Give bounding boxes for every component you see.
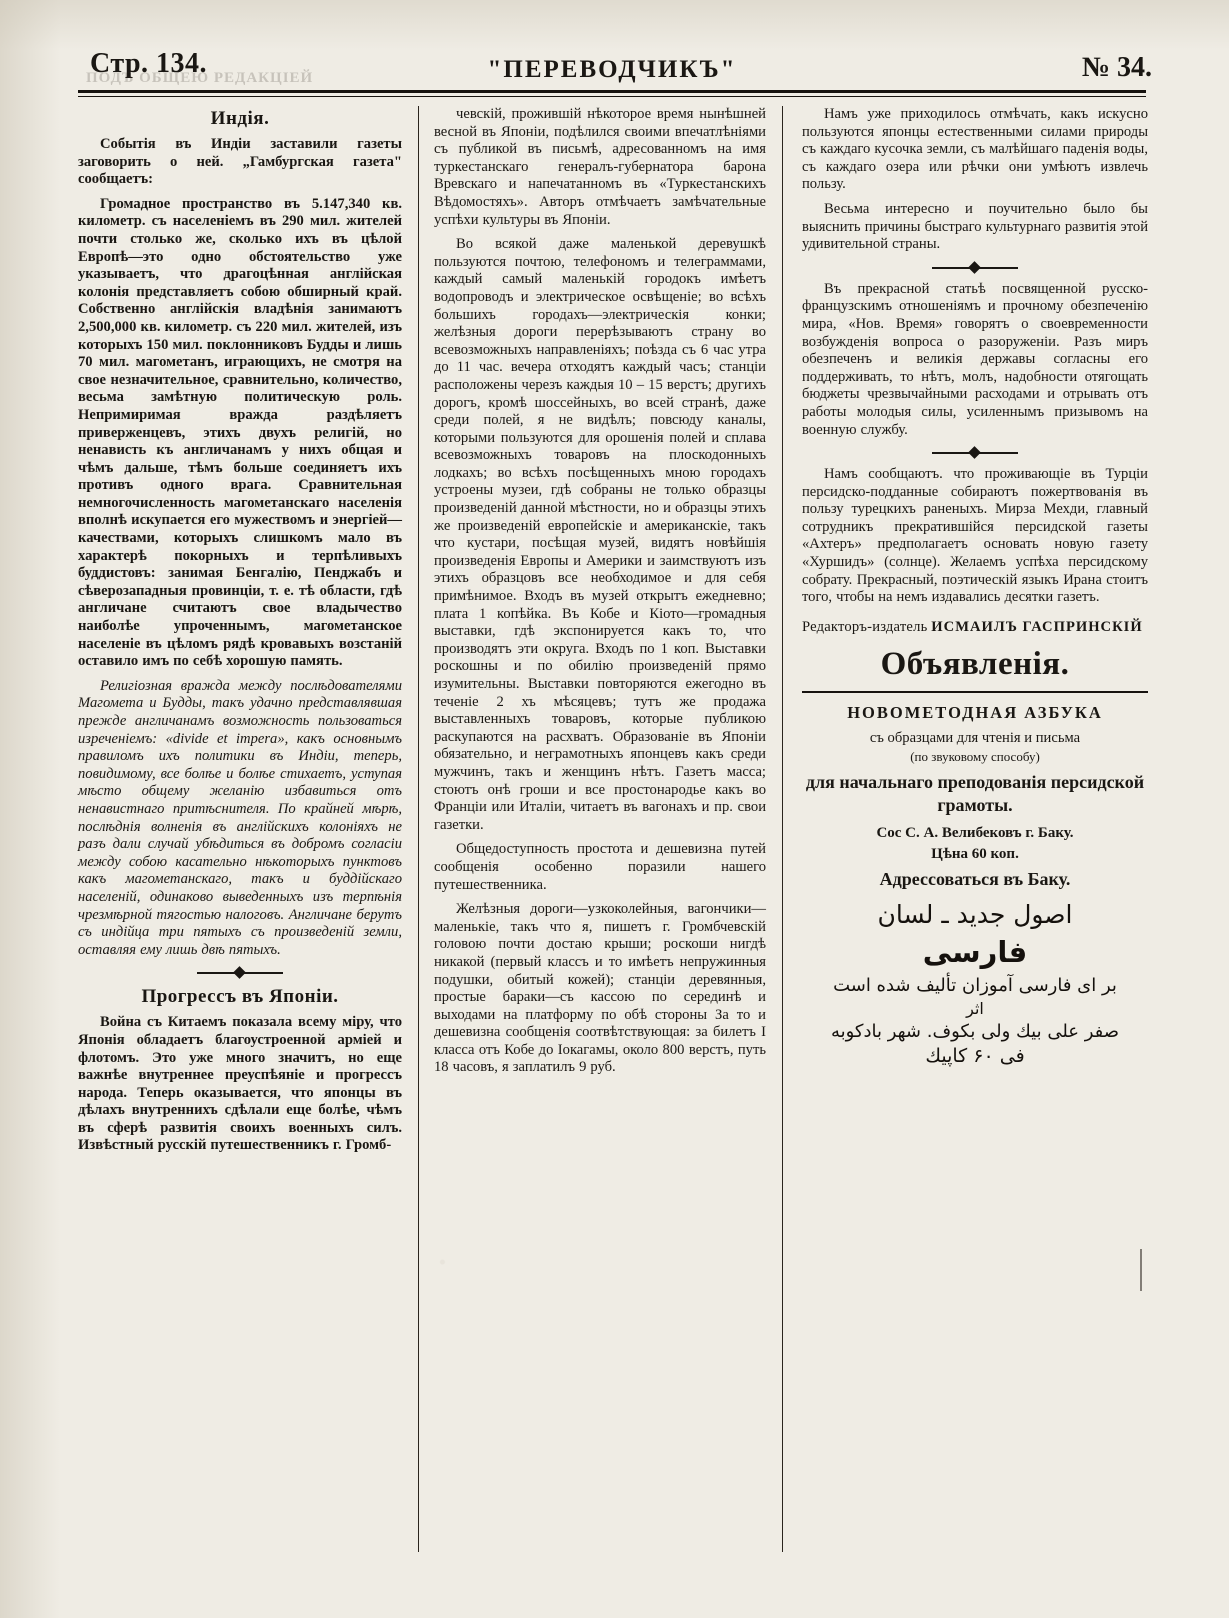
column-3 <box>782 106 1148 1582</box>
ad-purpose: для начальнаго преподованія персидской грамоты. <box>805 771 1145 815</box>
ad-arabic-title: اصول جدید ـ لسان <box>877 899 1073 929</box>
section-heading-japan: Прогрессъ въ Японіи. <box>141 986 339 1008</box>
ad-subtitle: съ образцами для чтенія и письма <box>869 729 1081 746</box>
editor-name: ИСМАИЛЪ ГАСПРИНСКІЙ <box>931 618 1143 635</box>
ad-author: Сос С. А. Велибековъ г. Баку. <box>876 824 1074 841</box>
ad-arabic-description: بر ای فارسی آموزان تألیف شده است <box>833 974 1117 996</box>
paragraph: Весьма интересно и поучительно было бы выяснить причины быстраго культурнаго развитія этой удивительной страны. <box>802 200 1148 253</box>
advertisements-heading: Объявленія. <box>880 645 1070 682</box>
column-2 <box>418 106 782 1582</box>
paragraph: Война съ Китаемъ показала всему міру, что Японія обладаетъ благоустроенной арміей и флотомъ. Это уже много значитъ, но еще важнѣе внутреннее преуспѣяніе и прогрессъ народа. Теперь оказывается, что японцы въ дѣлахъ внутреннихъ сдѣлали еще болѣе, чѣмъ въ сферѣ развитія своихъ военныхъ силъ. Извѣстный русскій путешественникъ г. Громб- <box>78 1014 402 1154</box>
ad-method-note: (по звуковому способу) <box>910 748 1040 764</box>
ad-arabic-language: فارسی <box>922 934 1028 969</box>
editor-credit <box>802 619 1148 636</box>
ad-price: Цѣна 60 коп. <box>931 845 1019 862</box>
ornament-divider <box>78 968 402 977</box>
ad-arabic-byword: اثر <box>966 998 984 1018</box>
paragraph: Религіозная вражда между послѣдователями Магомета и Будды, такъ удачно представлявшая прежде англичанамъ возможность пользоваться изреченіемъ: «divide et impera», какъ основнымъ правиломъ ихъ политики въ Индіи, теперь, повидимому, все болѣе и болѣе стихаетъ, уступая мѣсто общему желанію избавиться отъ ненавистнаго притѣснителя. По крайней мѣрѣ, послѣднія волненія въ англійскихъ колоніяхъ не разъ дали случай убѣдиться въ добромъ согласіи между собою касательно нѣкоторыхъ пунктовъ какъ магометанскаго, такъ и буддійскаго населеній, одинаково выведенныхъ изъ терпѣнія чрезмѣрной тягостью налоговъ. Англичане берутъ съ индійца три пятыхъ съ произведеній земли, оставляя ему лишь двѣ пятыхъ. <box>78 677 402 958</box>
columns-container <box>78 106 1150 1582</box>
ghost-offset-text: ПОДЪ ОБЩЕЮ РЕДАКЦIЕЙ <box>86 70 314 86</box>
page-sheet <box>64 34 1160 1582</box>
ornament-divider <box>802 448 1148 457</box>
paragraph: Намъ уже приходилось отмѣчать, какъ искусно пользуются японцы естественными силами природы съ каждаго кусочка земли, съ малѣйшаго паденія воды, съ каждаго озера или рѣчки они умѣютъ извлечь пользу. <box>802 106 1148 193</box>
paragraph: чевскій, прожившій нѣкоторое время нынѣшней весной въ Японіи, подѣлился своими впечатлѣніями съ публикой въ письмѣ, адресованномъ на имя туркестанскаго генералъ-губернатора барона Вревскаго и напечатанномъ въ «Туркестанскихъ Вѣдомостяхъ». Авторъ отмѣчаетъ замѣчательные успѣхи культуры въ Японіи. <box>434 106 766 228</box>
paragraph: Въ прекрасной статьѣ посвященной русско-французскимъ отношеніямъ и прочному обезпеченію мира, «Нов. Время» говорятъ о своевременности возбужденія вопроса о разоруженіи. Разъ миръ обезпеченъ и великія державы согласны его поддерживать, то нѣтъ, молъ, надобности отягощать бюджеты чрезвычайными расходами и отрывать отъ работы молодыя силы, усиленнымъ призывомъ на военную службу. <box>802 280 1148 438</box>
ad-title: НОВОМЕТОДНАЯ АЗБУКА <box>847 702 1103 722</box>
masthead <box>64 34 1160 96</box>
paragraph: Громадное пространство въ 5.147,340 кв. километр. съ населеніемъ въ 290 мил. жителей почти столько же, сколько ихъ въ цѣлой Европѣ—это одно обстоятельство уже указываетъ, что драгоцѣнная англійская колонія представляетъ собою обширный край. Собственно англійскія владѣнія занимаютъ 2,500,000 кв. километр. съ 220 мил. жителей, изъ которыхъ 150 мил. поклонниковъ Будды и лишь 70 мил. магометанъ, играющихъ, не смотря на свое незначительное, сравнительно, количество, весьма замѣтную политическую роль. Непримиримая вражда раздѣляетъ приверженцевъ, этихъ двухъ религій, но ненависть къ англичанамъ у нихъ общая и чѣмъ дальше, тѣмъ больше соединяетъ ихъ противъ одного врага. Сравнительная немногочисленность магометанскаго населенія вполнѣ искупается его мужествомъ и энергіей—качествами, которыхъ слишкомъ мало въ характерѣ покорныхъ и терпѣливыхъ буддистовъ: занимая Бенгалію, Пенджабъ и сѣверозападныя провинціи, т. е. тѣ области, гдѣ англичане считаютъ свое владычество наиболѣе упроченнымъ, магометанское населеніе въ цѣломъ рядѣ кровавыхъ возстаній оставило имъ по себѣ хорошую память. <box>78 195 402 670</box>
paragraph: Во всякой даже маленькой деревушкѣ пользуются почтою, телефономъ и телеграммами, каждый самый маленькій городокъ имѣетъ водопроводъ и электрическое освѣщеніе; во всѣхъ большихъ городахъ—электрическія конки; желѣзныя дороги перерѣзываютъ страну во всевозможныхъ направленіяхъ; поѣзда съ 6 час утра до 11 час. вечера отходятъ каждый часъ; станціи расположены черезъ каждыя 10 – 15 верстъ; другихъ дорогъ, кромѣ шоссейныхъ, во всей странѣ, даже среди полей, я не видѣлъ; повсюду каналы, которыми пользуются для орошенія полей и сплава всевозможныхъ товаровъ на плоскодонныхъ лодкахъ; во всѣхъ посѣщенныхъ мною городахъ устроены музеи, гдѣ собраны не только образцы произведеній данной мѣстности, но и образцы этихъ же произведеній европейскіе и американскіе, такъ что кустари, посѣщая музей, видятъ новѣйшія произведенія Европы и Америки и заимствуютъ изъ этихъ образцовъ все необходимое и для себя примѣнимое. Входъ въ музей открытъ ежедневно; плата 1 копѣйка. Въ Кобе и Кіото—громадныя выставки, гдѣ экспонируется какъ то, что производятъ эти округа. Входъ по 1 коп. Выставки роскошны и по обилію произведеній прямо изумительны. Выставки повторяются ежегодно въ теченіе 2 хъ мѣсяцевъ; тутъ же продажа выставленныхъ товаровъ, которые публикою раскупаются на расхватъ. Образованіе въ Японіи обязательно, и неграмотныхъ японцевъ какъ среди мужчинъ, такъ и женщинъ нѣтъ. Газетъ масса; стоютъ онѣ гроши и все простонародье какъ во Франціи или Италіи, читаетъ въ вагонахъ и пр. свои газетки. <box>434 236 766 833</box>
page-number: Стр. 134. <box>90 48 208 79</box>
paragraph: Намъ сообщаютъ. что проживающіе въ Турціи персидско-подданные собираютъ пожертвованія въ пользу турецкихъ раненыхъ. Мирза Мехди, главный сотрудникъ прекратившійся персидской газеты «Ахтеръ» предполагаетъ основать новую газету «Хуршидъ» (солнце). Желаемъ успѣха персидскому собрату. Прекрасный, поэтическій языкъ Ирана стоитъ того, чтобы на немъ издавались десятки газетъ. <box>802 466 1148 606</box>
ornament-divider <box>802 263 1148 272</box>
ads-rule <box>802 691 1148 693</box>
ad-address: Адрессоваться въ Баку. <box>879 868 1071 889</box>
masthead-rule <box>78 90 1146 97</box>
column-1 <box>78 106 418 1582</box>
issue-number: № 34. <box>1081 52 1152 83</box>
paper-title: "ПЕРЕВОДЧИКЪ" <box>487 56 737 83</box>
paragraph: Событія въ Индіи заставили газеты заговорить о ней. „Гамбургская газета" сообщаетъ: <box>78 136 402 188</box>
section-heading-india: Индія. <box>210 108 270 129</box>
paragraph: Общедоступность простота и дешевизна путей сообщенія особенно поразили нашего путешественника. <box>434 841 766 893</box>
paragraph: Желѣзныя дороги—узкоколейныя, вагончики—маленькіе, такъ что я, пишетъ г. Громбчевскій головою почти достаю крыши; роскоши нигдѣ никакой (первый классъ и то имѣетъ непружинныя подушки, обитый кожей); станціи деревянныя, простые бараки—съ кассою по серединѣ и выходами на платформу по обѣ стороны За то и дешевизна сообщенія соотвѣтствующая: за билетъ I класса отъ Кобе до Іокагамы, около 800 верстъ, путь 18 часовъ, я заплатилъ 9 руб. <box>434 901 766 1076</box>
editor-label: Редакторъ-издатель <box>802 618 928 635</box>
ad-arabic-author: صفر علی بیك ولی بكوف. شهر بادكوبه <box>830 1020 1120 1042</box>
ad-arabic-price: فی ۶۰ كاپیك <box>925 1044 1025 1067</box>
